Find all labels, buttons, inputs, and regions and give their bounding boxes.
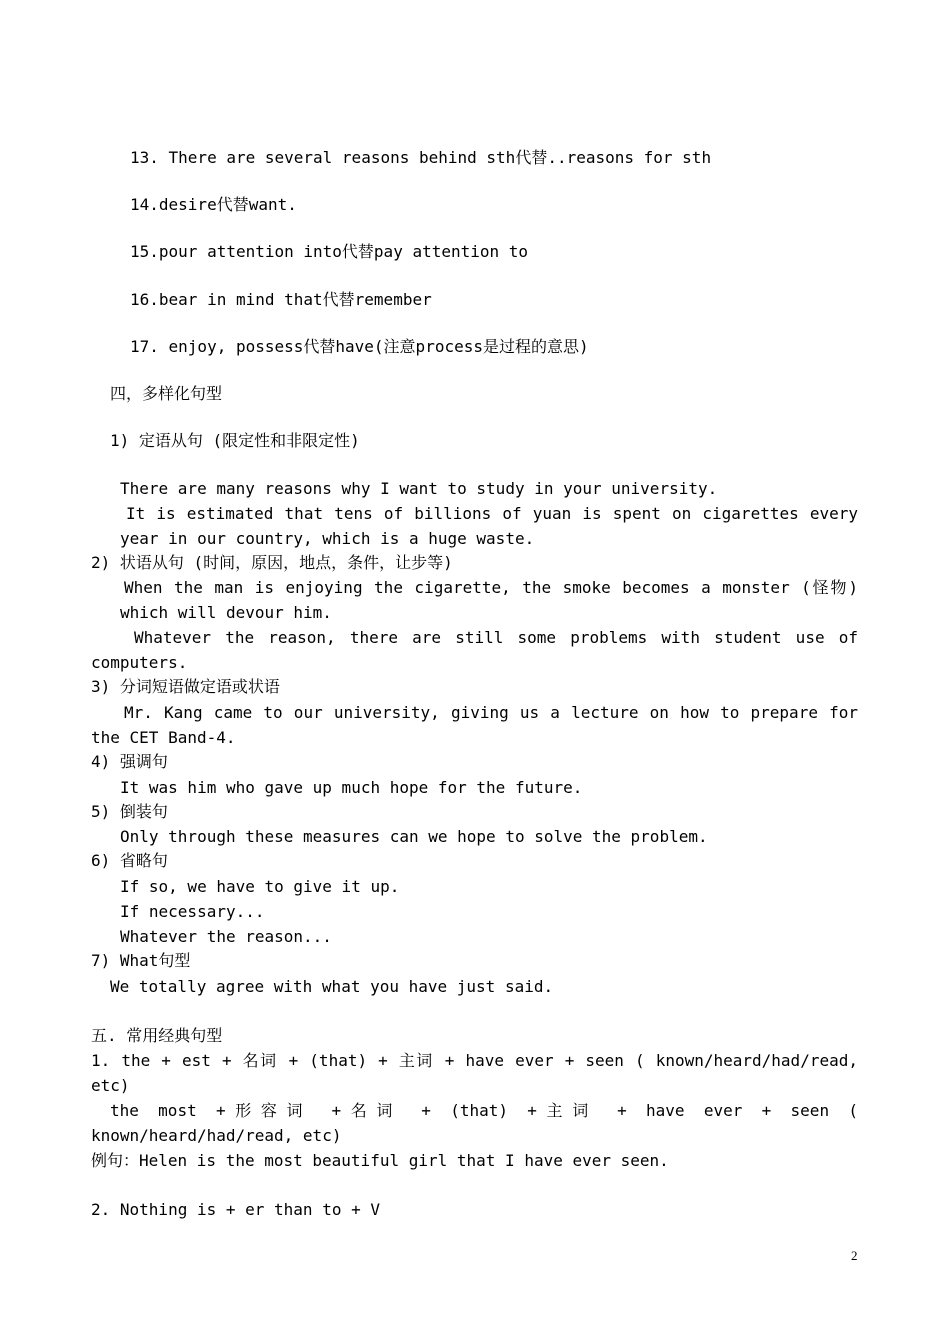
page-number: 2 bbox=[851, 1248, 858, 1263]
vocab-item-17: 17. enjoy, possess代替have(注意process是过程的意思) bbox=[130, 337, 589, 356]
pattern2: 2. Nothing is + er than to + V bbox=[91, 1200, 380, 1219]
pattern1-line2: etc) bbox=[91, 1076, 130, 1095]
section5-heading: 五. 常用经典句型 bbox=[91, 1026, 223, 1045]
subsection1-example2-line2: year in our country, which is a huge waste. bbox=[120, 529, 535, 548]
subsection6-example1: If so, we have to give it up. bbox=[120, 877, 400, 896]
vocab-item-15: 15.pour attention into代替pay attention to bbox=[130, 242, 529, 261]
subsection6-example2: If necessary... bbox=[120, 902, 265, 921]
subsection7-title: 7) What句型 bbox=[91, 951, 191, 970]
pattern1-example: 例句：Helen is the most beautiful girl that I have ever seen. bbox=[91, 1151, 669, 1170]
subsection1-example2-line1: It is estimated that tens of billions of yuan is spent on cigarettes every bbox=[126, 504, 858, 523]
subsection2-title: 2) 状语从句 (时间，原因，地点，条件，让步等) bbox=[91, 553, 453, 572]
subsection4-example: It was him who gave up much hope for the future. bbox=[120, 778, 583, 797]
subsection3-title: 3) 分词短语做定语或状语 bbox=[91, 677, 280, 696]
subsection1-example1: There are many reasons why I want to study in your university. bbox=[120, 479, 718, 498]
pattern1-line4: known/heard/had/read, etc) bbox=[91, 1126, 342, 1145]
pattern1-line1: 1. the + est + 名词 + (that) + 主词 + have ever + seen ( known/heard/had/read, bbox=[91, 1051, 858, 1070]
subsection5-example: Only through these measures can we hope to solve the problem. bbox=[120, 827, 708, 846]
subsection6-example3: Whatever the reason... bbox=[120, 927, 332, 946]
subsection1-title: 1) 定语从句 (限定性和非限定性) bbox=[110, 431, 360, 450]
subsection7-example: We totally agree with what you have just said. bbox=[110, 977, 554, 996]
subsection4-title: 4) 强调句 bbox=[91, 752, 168, 771]
vocab-item-16: 16.bear in mind that代替remember bbox=[130, 290, 432, 309]
subsection6-title: 6) 省略句 bbox=[91, 851, 168, 870]
vocab-item-13: 13. There are several reasons behind sth代替..reasons for sth bbox=[130, 148, 712, 167]
subsection2-example1-line2: which will devour him. bbox=[120, 603, 332, 622]
subsection3-example-line2: the CET Band-4. bbox=[91, 728, 236, 747]
vocab-item-14: 14.desire代替want. bbox=[130, 195, 297, 214]
pattern1-line3: the most +形容词 +名词 + (that) +主词 + have ever + seen ( bbox=[110, 1101, 858, 1120]
subsection3-example-line1: Mr. Kang came to our university, giving us a lecture on how to prepare for bbox=[124, 703, 858, 722]
subsection2-example2-line1: Whatever the reason, there are still some problems with student use of bbox=[134, 628, 858, 647]
section4-heading: 四，多样化句型 bbox=[110, 384, 223, 403]
subsection5-title: 5) 倒装句 bbox=[91, 802, 168, 821]
subsection2-example2-line2: computers. bbox=[91, 653, 188, 672]
subsection2-example1-line1: When the man is enjoying the cigarette, the smoke becomes a monster (怪物) bbox=[124, 578, 858, 597]
